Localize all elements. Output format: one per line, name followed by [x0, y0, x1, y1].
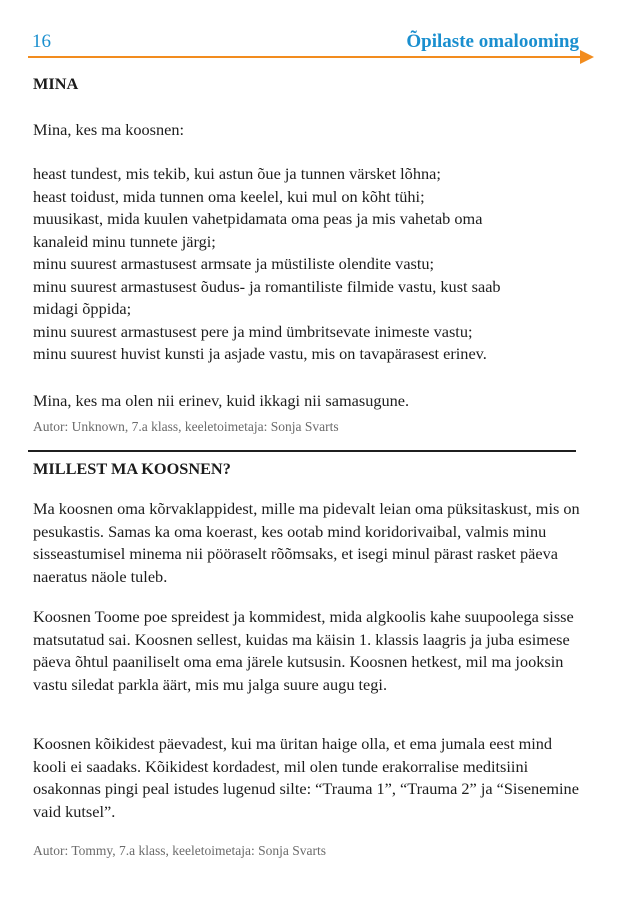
poem-line: minu suurest huvist kunsti ja asjade vastu, mis on tavapärasest erinev. [33, 344, 487, 363]
poem-line: minu suurest armastusest õudus- ja romantiliste filmide vastu, kust saab [33, 276, 501, 296]
poem-author: Autor: Unknown, 7.a klass, keeletoimetaja: Sonja Svarts [33, 419, 339, 434]
essay-paragraph: Ma koosnen oma kõrvaklappidest, mille ma pidevalt leian oma püksitaskust, mis on pesukastis. Samas ka oma koerast, kes ootab mind koridorivaibal, valmis minu sisseastumisel minema nii pööraselt rõõmsaks, et isegi minul pärast rasket päeva naeratus näole tuleb. [33, 499, 580, 586]
essay-paragraph: Koosnen kõikidest päevadest, kui ma üritan haige olla, et ema jumala eest mind kooli ei saadaks. Kõikidest kordadest, mil olen tunde erakorralise meditsiini osakonnas pingi peal istudes lugenud silte: “Trauma 1”, “Trauma 2” ja “Sisenemine vaid kutsel”. [33, 734, 579, 821]
poem-intro: Mina, kes ma koosnen: [33, 120, 185, 139]
running-title: Õpilaste omalooming [406, 31, 579, 52]
poem-title: MINA [33, 74, 79, 93]
poem-body [33, 163, 588, 366]
poem-line: heast tundest, mis tekib, kui astun õue ja tunnen värsket lõhna; [33, 164, 441, 183]
page-number: 16 [32, 31, 51, 52]
poem-line: minu suurest armastusest armsate ja müstiliste olendite vastu; [33, 254, 435, 273]
header-arrow-icon [580, 50, 594, 64]
poem-line: muusikast, mida kuulen vahetpidamata oma peas ja mis vahetab oma [33, 209, 483, 228]
essay-title: MILLEST MA KOOSNEN? [33, 459, 231, 478]
poem-line: heast toidust, mida tunnen oma keelel, kui mul on kõht tühi; [33, 186, 425, 206]
essay-author: Autor: Tommy, 7.a klass, keeletoimetaja: Sonja Svarts [33, 843, 327, 858]
poem-line: midagi õppida; [33, 299, 132, 318]
header-rule [28, 56, 588, 58]
section-divider [28, 450, 576, 452]
poem-closing: Mina, kes ma olen nii erinev, kuid ikkagi nii samasugune. [33, 391, 410, 410]
poem-line: kanaleid minu tunnete järgi; [33, 231, 216, 251]
essay-paragraph: Koosnen Toome poe spreidest ja kommidest, mida algkoolis kahe suupoolega sisse matsutatud sai. Koosnen sellest, kuidas ma käisin 1. klassis laagris ja juba esimese päeva õhtul paaniliselt oma ema järele kutsusin. Koosnen hetkest, mil ma jooksin vastu siledat parkla äärt, mis mu jalga suure augu tegi. [33, 607, 574, 694]
poem-line: minu suurest armastusest pere ja mind ümbritsevate inimeste vastu; [33, 321, 473, 341]
